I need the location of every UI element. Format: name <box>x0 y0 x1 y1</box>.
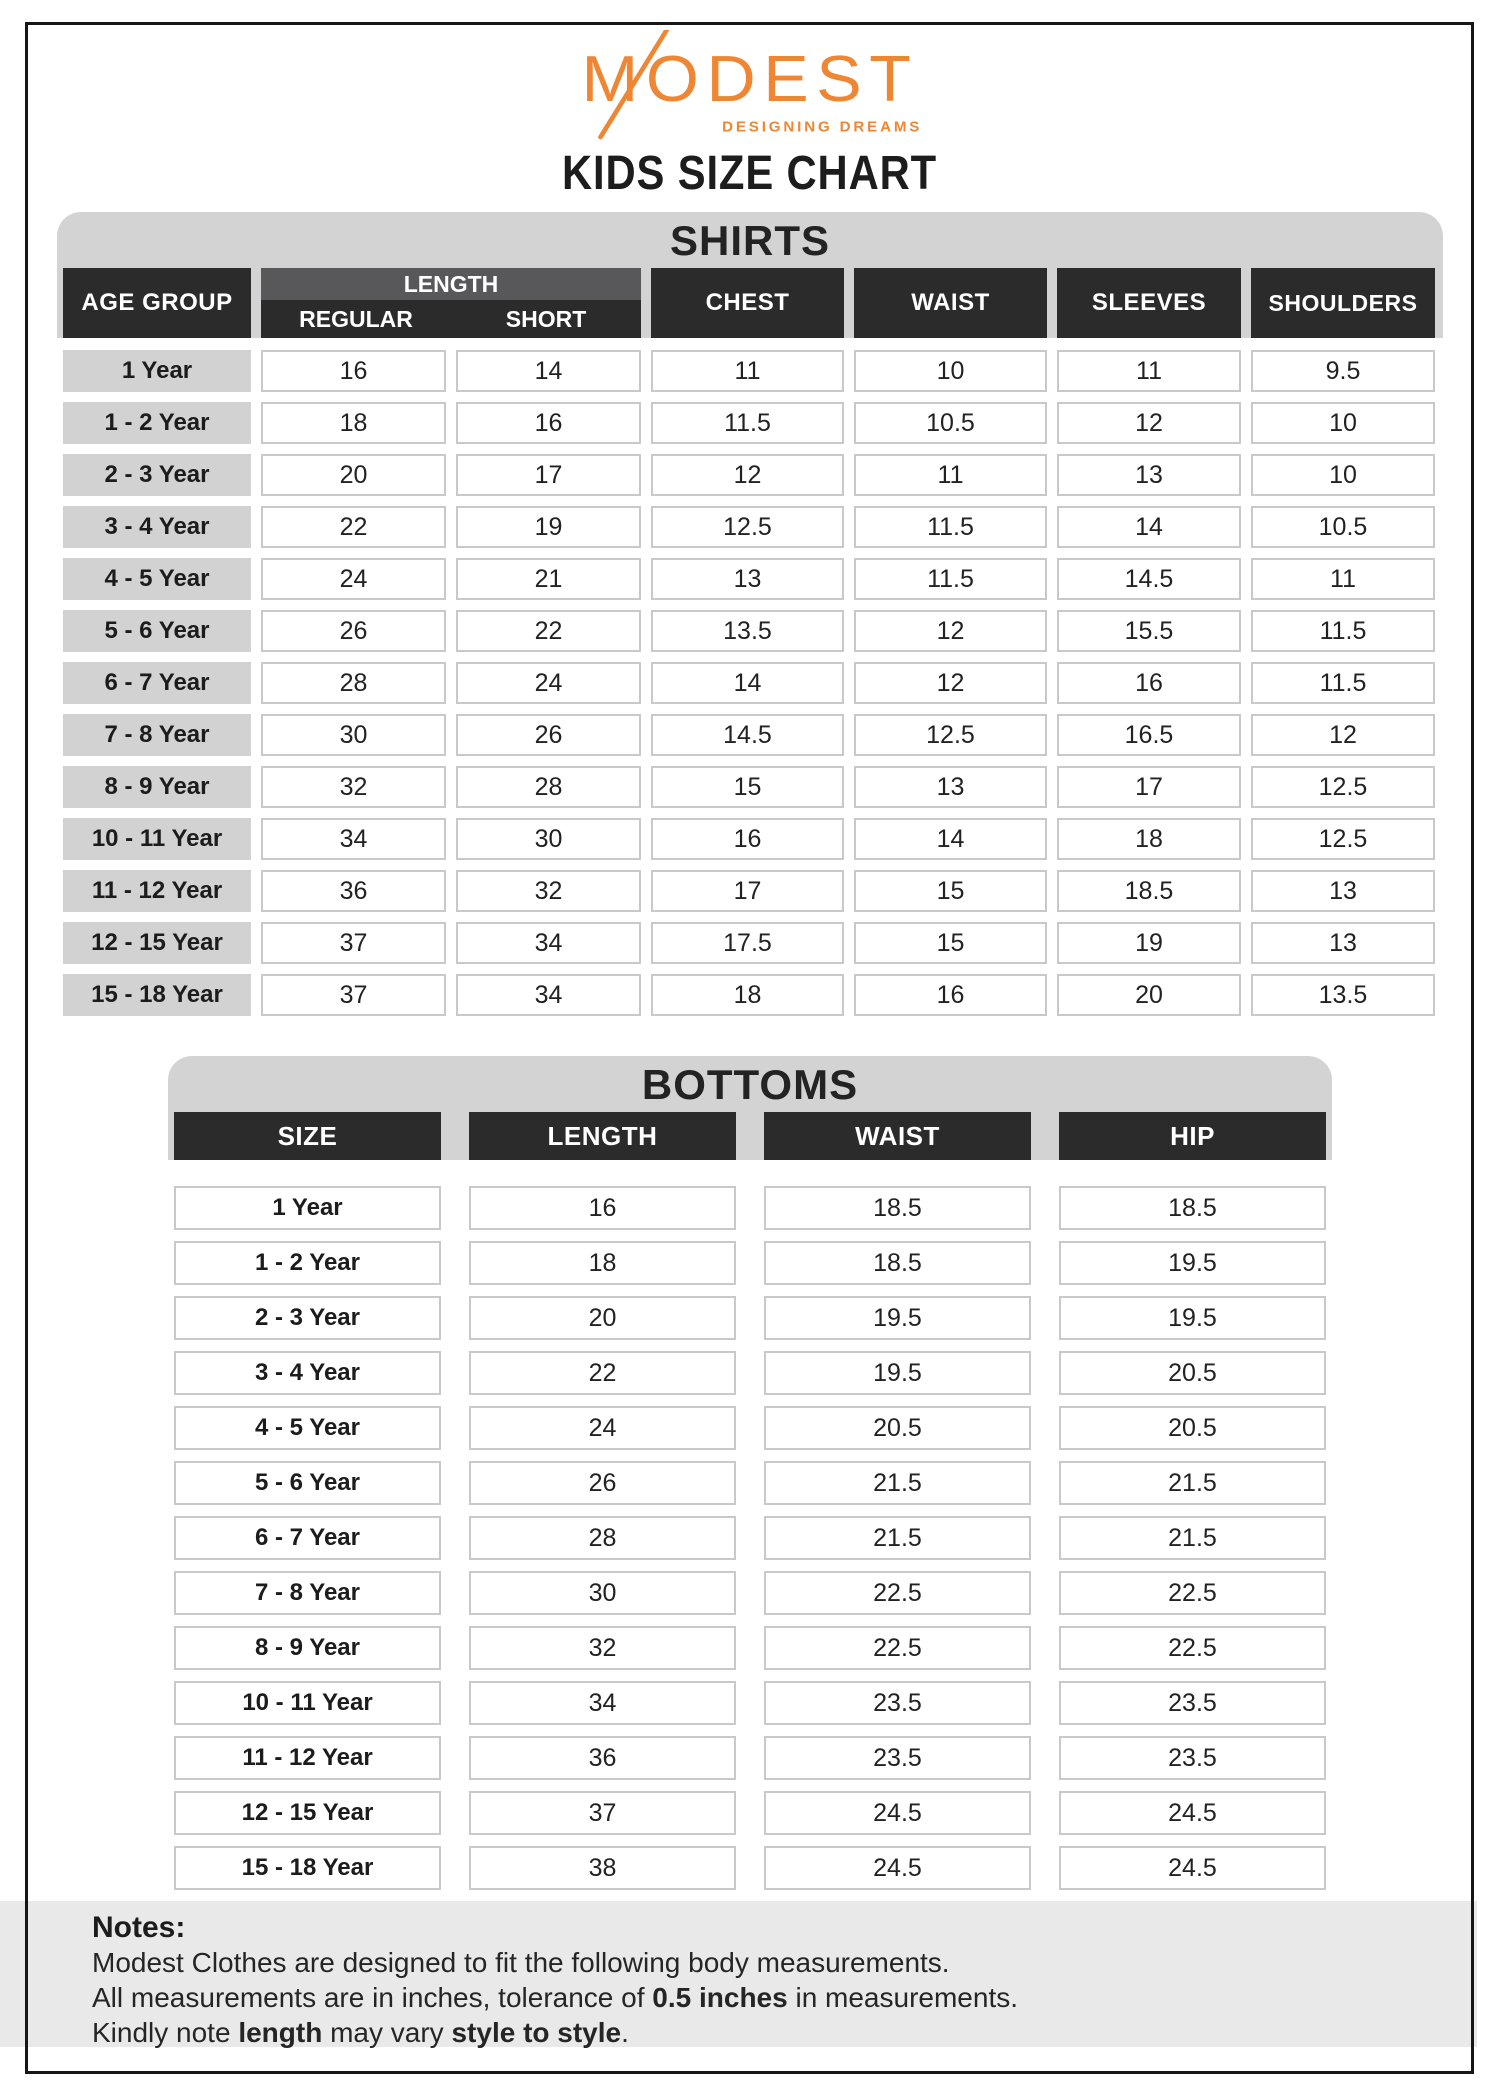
value-cell: 32 <box>456 870 641 912</box>
row-label-cell: 6 - 7 Year <box>174 1516 441 1560</box>
value-cell: 24 <box>456 662 641 704</box>
value-cell: 11.5 <box>854 558 1047 600</box>
bottoms-section-title: BOTTOMS <box>641 1061 859 1108</box>
value-cell: 19.5 <box>1059 1296 1326 1340</box>
value-cell: 17 <box>456 454 641 496</box>
value-cell: 9.5 <box>1251 350 1435 392</box>
value-cell: 16.5 <box>1057 714 1241 756</box>
value-cell: 15 <box>651 766 844 808</box>
notes-heading: Notes: <box>92 1911 186 1944</box>
value-cell: 21.5 <box>1059 1461 1326 1505</box>
notes-line-2 <box>92 1980 1437 2015</box>
value-cell: 13 <box>1251 922 1435 964</box>
value-cell: 32 <box>261 766 446 808</box>
table-row <box>168 1626 1332 1670</box>
row-label-cell: 12 - 15 Year <box>63 922 251 964</box>
value-cell: 14 <box>854 818 1047 860</box>
value-cell: 30 <box>456 818 641 860</box>
value-cell: 21.5 <box>764 1516 1031 1560</box>
value-cell: 11.5 <box>854 506 1047 548</box>
value-cell: 22.5 <box>764 1571 1031 1615</box>
value-cell: 17 <box>651 870 844 912</box>
table-row <box>168 1571 1332 1615</box>
value-cell: 11.5 <box>651 402 844 444</box>
value-cell: 11.5 <box>1251 610 1435 652</box>
value-cell: 10.5 <box>1251 506 1435 548</box>
value-cell: 12 <box>1057 402 1241 444</box>
value-cell: 24 <box>469 1406 736 1450</box>
value-cell: 20.5 <box>764 1406 1031 1450</box>
row-label-cell: 6 - 7 Year <box>63 662 251 704</box>
brand-wordmark: MODEST <box>581 43 919 116</box>
value-cell: 19 <box>456 506 641 548</box>
value-cell: 17 <box>1057 766 1241 808</box>
shirts-header-sleeves: SLEEVES <box>1057 268 1241 338</box>
shirts-section-panel <box>57 212 1443 338</box>
notes-text: All measurements are in inches, tolerance of <box>92 1982 653 2013</box>
shirts-header-row <box>57 268 1443 338</box>
value-cell: 24.5 <box>764 1846 1031 1890</box>
bottoms-header-waist: WAIST <box>764 1112 1031 1160</box>
row-label-cell: 5 - 6 Year <box>174 1461 441 1505</box>
value-cell: 36 <box>261 870 446 912</box>
row-label-cell: 8 - 9 Year <box>174 1626 441 1670</box>
brand-logo <box>0 0 1500 148</box>
value-cell: 34 <box>456 922 641 964</box>
bottoms-table-body <box>168 1186 1332 1890</box>
row-label-cell: 15 - 18 Year <box>63 974 251 1016</box>
value-cell: 14.5 <box>1057 558 1241 600</box>
value-cell: 32 <box>469 1626 736 1670</box>
value-cell: 14 <box>1057 506 1241 548</box>
value-cell: 36 <box>469 1736 736 1780</box>
value-cell: 28 <box>261 662 446 704</box>
notes-text: in measurements. <box>787 1982 1019 2013</box>
value-cell: 24.5 <box>764 1791 1031 1835</box>
value-cell: 28 <box>456 766 641 808</box>
row-label-cell: 10 - 11 Year <box>63 818 251 860</box>
row-label-cell: 4 - 5 Year <box>63 558 251 600</box>
value-cell: 34 <box>261 818 446 860</box>
value-cell: 17.5 <box>651 922 844 964</box>
value-cell: 20 <box>1057 974 1241 1016</box>
value-cell: 30 <box>261 714 446 756</box>
value-cell: 11 <box>1057 350 1241 392</box>
notes-bold-text: length <box>238 2017 323 2048</box>
value-cell: 13 <box>1251 870 1435 912</box>
value-cell: 21 <box>456 558 641 600</box>
value-cell: 16 <box>469 1186 736 1230</box>
table-row <box>57 454 1443 496</box>
value-cell: 11 <box>1251 558 1435 600</box>
value-cell: 22.5 <box>1059 1626 1326 1670</box>
notes-line-3 <box>92 2015 1437 2050</box>
value-cell: 23.5 <box>1059 1736 1326 1780</box>
value-cell: 12.5 <box>854 714 1047 756</box>
value-cell: 24.5 <box>1059 1846 1326 1890</box>
value-cell: 18 <box>1057 818 1241 860</box>
value-cell: 11 <box>651 350 844 392</box>
value-cell: 16 <box>456 402 641 444</box>
row-label-cell: 7 - 8 Year <box>63 714 251 756</box>
value-cell: 24 <box>261 558 446 600</box>
value-cell: 19.5 <box>1059 1241 1326 1285</box>
value-cell: 20 <box>469 1296 736 1340</box>
value-cell: 26 <box>456 714 641 756</box>
value-cell: 28 <box>469 1516 736 1560</box>
value-cell: 26 <box>261 610 446 652</box>
value-cell: 16 <box>651 818 844 860</box>
table-row <box>168 1241 1332 1285</box>
value-cell: 22 <box>261 506 446 548</box>
value-cell: 12 <box>651 454 844 496</box>
value-cell: 16 <box>261 350 446 392</box>
value-cell: 15.5 <box>1057 610 1241 652</box>
value-cell: 21.5 <box>764 1461 1031 1505</box>
value-cell: 18.5 <box>764 1186 1031 1230</box>
value-cell: 22.5 <box>1059 1571 1326 1615</box>
value-cell: 12 <box>1251 714 1435 756</box>
shirts-header-shoulders: SHOULDERS <box>1251 268 1435 338</box>
bottoms-header-row <box>168 1112 1332 1160</box>
brand-tagline: DESIGNING DREAMS <box>722 119 923 136</box>
value-cell: 18 <box>469 1241 736 1285</box>
row-label-cell: 8 - 9 Year <box>63 766 251 808</box>
bottoms-header-length: LENGTH <box>469 1112 736 1160</box>
value-cell: 10 <box>1251 402 1435 444</box>
row-label-cell: 10 - 11 Year <box>174 1681 441 1725</box>
value-cell: 22 <box>456 610 641 652</box>
shirts-header-short: SHORT <box>505 305 587 332</box>
row-label-cell: 15 - 18 Year <box>174 1846 441 1890</box>
row-label-cell: 5 - 6 Year <box>63 610 251 652</box>
row-label-cell: 12 - 15 Year <box>174 1791 441 1835</box>
table-row <box>168 1406 1332 1450</box>
value-cell: 13 <box>651 558 844 600</box>
table-row <box>57 610 1443 652</box>
notes-line-1: Modest Clothes are designed to fit the following body measurements. <box>92 1947 950 1978</box>
value-cell: 23.5 <box>764 1736 1031 1780</box>
table-row <box>57 402 1443 444</box>
table-row <box>57 714 1443 756</box>
value-cell: 16 <box>854 974 1047 1016</box>
value-cell: 37 <box>261 922 446 964</box>
value-cell: 20 <box>261 454 446 496</box>
page-title: KIDS SIZE CHART <box>562 147 938 200</box>
value-cell: 37 <box>469 1791 736 1835</box>
row-label-cell: 1 - 2 Year <box>63 402 251 444</box>
table-row <box>57 350 1443 392</box>
value-cell: 30 <box>469 1571 736 1615</box>
value-cell: 18.5 <box>764 1241 1031 1285</box>
value-cell: 10 <box>1251 454 1435 496</box>
table-row <box>57 922 1443 964</box>
shirts-header-length-group <box>261 268 641 338</box>
value-cell: 15 <box>854 870 1047 912</box>
bottoms-header-size: SIZE <box>174 1112 441 1160</box>
row-label-cell: 1 - 2 Year <box>174 1241 441 1285</box>
value-cell: 37 <box>261 974 446 1016</box>
value-cell: 12.5 <box>651 506 844 548</box>
value-cell: 19.5 <box>764 1296 1031 1340</box>
value-cell: 19.5 <box>764 1351 1031 1395</box>
table-row <box>168 1681 1332 1725</box>
row-label-cell: 1 Year <box>174 1186 441 1230</box>
notes-text: Kindly note <box>92 2017 239 2048</box>
shirts-header-length-subrow <box>261 300 641 338</box>
value-cell: 18 <box>651 974 844 1016</box>
row-label-cell: 7 - 8 Year <box>174 1571 441 1615</box>
row-label-cell: 11 - 12 Year <box>174 1736 441 1780</box>
value-cell: 15 <box>854 922 1047 964</box>
bottoms-header-hip: HIP <box>1059 1112 1326 1160</box>
table-row <box>57 766 1443 808</box>
bottoms-section-panel <box>168 1056 1332 1160</box>
value-cell: 16 <box>1057 662 1241 704</box>
table-row <box>168 1351 1332 1395</box>
notes-bold-text: style to style <box>451 2017 622 2048</box>
value-cell: 23.5 <box>764 1681 1031 1725</box>
value-cell: 20.5 <box>1059 1351 1326 1395</box>
value-cell: 14.5 <box>651 714 844 756</box>
value-cell: 12.5 <box>1251 766 1435 808</box>
notes-text: may vary <box>322 2017 452 2048</box>
value-cell: 18 <box>261 402 446 444</box>
shirts-table-body <box>57 350 1443 1016</box>
table-row <box>57 870 1443 912</box>
shirts-header-waist: WAIST <box>854 268 1047 338</box>
table-row <box>168 1296 1332 1340</box>
notes-text: . <box>621 2017 629 2048</box>
shirts-header-age-group: AGE GROUP <box>63 268 251 338</box>
modest-logo-graphic <box>485 30 1015 148</box>
row-label-cell: 3 - 4 Year <box>174 1351 441 1395</box>
value-cell: 13 <box>1057 454 1241 496</box>
table-row <box>168 1736 1332 1780</box>
table-row <box>57 558 1443 600</box>
row-label-cell: 2 - 3 Year <box>174 1296 441 1340</box>
value-cell: 24.5 <box>1059 1791 1326 1835</box>
shirts-header-regular: REGULAR <box>299 305 413 332</box>
table-row <box>57 974 1443 1016</box>
value-cell: 26 <box>469 1461 736 1505</box>
value-cell: 22 <box>469 1351 736 1395</box>
value-cell: 23.5 <box>1059 1681 1326 1725</box>
value-cell: 11.5 <box>1251 662 1435 704</box>
table-row <box>168 1791 1332 1835</box>
value-cell: 22.5 <box>764 1626 1031 1670</box>
value-cell: 18.5 <box>1057 870 1241 912</box>
table-row <box>168 1461 1332 1505</box>
shirts-section-title: SHIRTS <box>669 217 830 264</box>
shirts-header-length: LENGTH <box>261 268 641 300</box>
value-cell: 12 <box>854 662 1047 704</box>
row-label-cell: 1 Year <box>63 350 251 392</box>
table-row <box>57 506 1443 548</box>
notes-bold-text: 0.5 inches <box>652 1982 788 2013</box>
value-cell: 10.5 <box>854 402 1047 444</box>
table-row <box>57 818 1443 860</box>
value-cell: 10 <box>854 350 1047 392</box>
table-row <box>57 662 1443 704</box>
row-label-cell: 11 - 12 Year <box>63 870 251 912</box>
value-cell: 13 <box>854 766 1047 808</box>
value-cell: 12.5 <box>1251 818 1435 860</box>
value-cell: 18.5 <box>1059 1186 1326 1230</box>
value-cell: 19 <box>1057 922 1241 964</box>
value-cell: 14 <box>456 350 641 392</box>
value-cell: 13.5 <box>651 610 844 652</box>
value-cell: 34 <box>456 974 641 1016</box>
row-label-cell: 3 - 4 Year <box>63 506 251 548</box>
value-cell: 20.5 <box>1059 1406 1326 1450</box>
table-row <box>168 1516 1332 1560</box>
value-cell: 21.5 <box>1059 1516 1326 1560</box>
value-cell: 12 <box>854 610 1047 652</box>
table-row <box>168 1846 1332 1890</box>
table-row <box>168 1186 1332 1230</box>
shirts-header-chest: CHEST <box>651 268 844 338</box>
row-label-cell: 2 - 3 Year <box>63 454 251 496</box>
value-cell: 34 <box>469 1681 736 1725</box>
notes-panel <box>0 1901 1477 2047</box>
value-cell: 38 <box>469 1846 736 1890</box>
row-label-cell: 4 - 5 Year <box>174 1406 441 1450</box>
value-cell: 11 <box>854 454 1047 496</box>
value-cell: 13.5 <box>1251 974 1435 1016</box>
value-cell: 14 <box>651 662 844 704</box>
